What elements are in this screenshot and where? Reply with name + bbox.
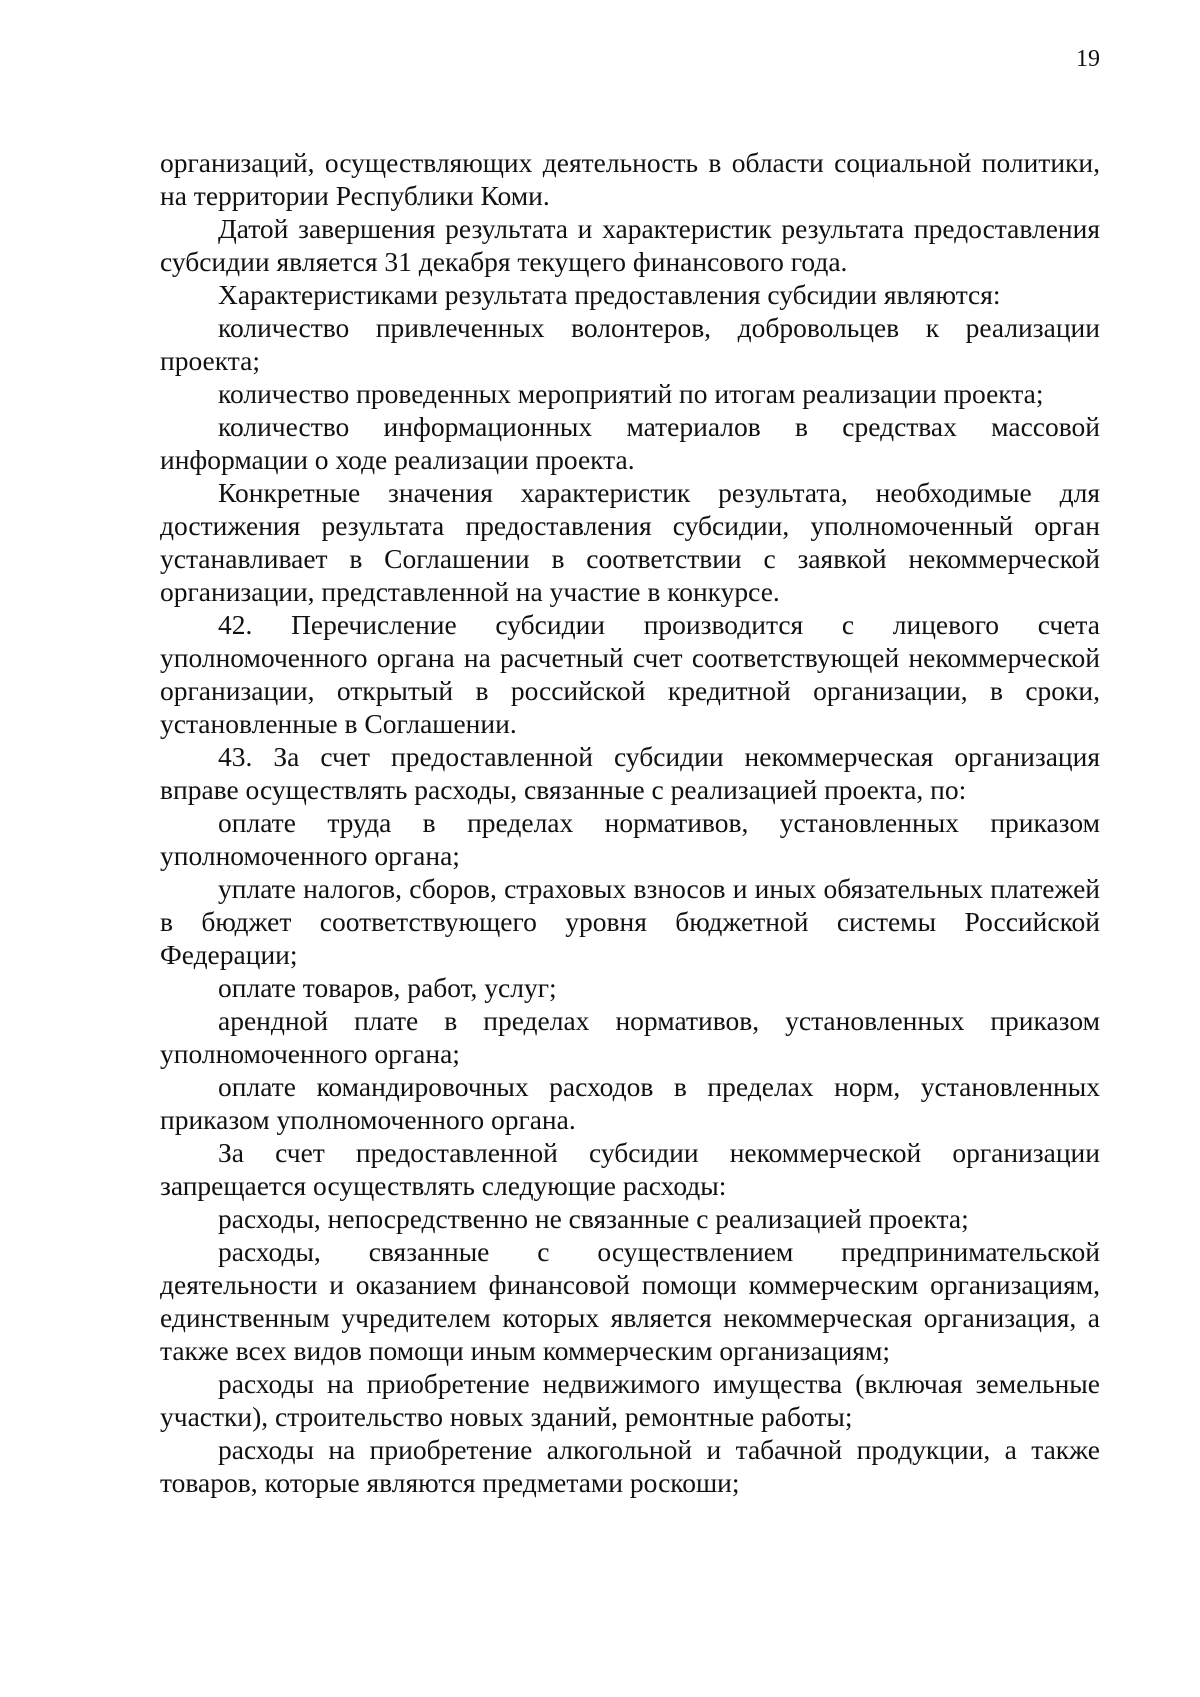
paragraph: расходы на приобретение алкогольной и табачной продукции, а также товаров, которые являются предметами роскоши; (160, 1434, 1100, 1498)
page-number: 19 (1076, 46, 1100, 72)
paragraph: 42. Перечисление субсидии производится с лицевого счета уполномоченного органа на расчетный счет соответствующей некоммерческой организации, открытый в российской кредитной организации, в сроки, установленные в Соглашении. (160, 609, 1100, 739)
paragraph: расходы на приобретение недвижимого имущества (включая земельные участки), строительство новых зданий, ремонтные работы; (160, 1368, 1100, 1432)
paragraph: количество проведенных мероприятий по итогам реализации проекта; (218, 378, 1044, 409)
paragraph: Датой завершения результата и характеристик результата предоставления субсидии является 31 декабря текущего финансового года. (160, 213, 1100, 277)
document-body (160, 146, 1100, 1499)
paragraph: арендной плате в пределах нормативов, установленных приказом уполномоченного органа; (160, 1005, 1100, 1069)
paragraph: оплате товаров, работ, услуг; (218, 972, 557, 1003)
paragraph: количество привлеченных волонтеров, добровольцев к реализации проекта; (160, 312, 1100, 376)
paragraph: расходы, связанные с осуществлением предпринимательской деятельности и оказанием финансовой помощи коммерческим организациям, единственным учредителем которых является некоммерческая организация, а также всех видов помощи иным коммерческим организациям; (160, 1236, 1100, 1366)
paragraph: За счет предоставленной субсидии некоммерческой организации запрещается осуществлять следующие расходы: (160, 1137, 1100, 1201)
paragraph: Конкретные значения характеристик результата, необходимые для достижения результата предоставления субсидии, уполномоченный орган устанавливает в Соглашении в соответствии с заявкой некоммерческой организации, представленной на участие в конкурсе. (160, 477, 1100, 607)
paragraph: оплате труда в пределах нормативов, установленных приказом уполномоченного органа; (160, 807, 1100, 871)
paragraph: оплате командировочных расходов в пределах норм, установленных приказом уполномоченного органа. (160, 1071, 1100, 1135)
paragraph: 43. За счет предоставленной субсидии некоммерческая организация вправе осуществлять расходы, связанные с реализацией проекта, по: (160, 741, 1100, 805)
paragraph: количество информационных материалов в средствах массовой информации о ходе реализации проекта. (160, 411, 1100, 475)
paragraph: организаций, осуществляющих деятельность в области социальной политики, на территории Республики Коми. (160, 147, 1100, 211)
paragraph: расходы, непосредственно не связанные с реализацией проекта; (218, 1203, 969, 1234)
paragraph: Характеристиками результата предоставления субсидии являются: (218, 279, 1001, 310)
paragraph: уплате налогов, сборов, страховых взносов и иных обязательных платежей в бюджет соответствующего уровня бюджетной системы Российской Федерации; (160, 873, 1100, 970)
